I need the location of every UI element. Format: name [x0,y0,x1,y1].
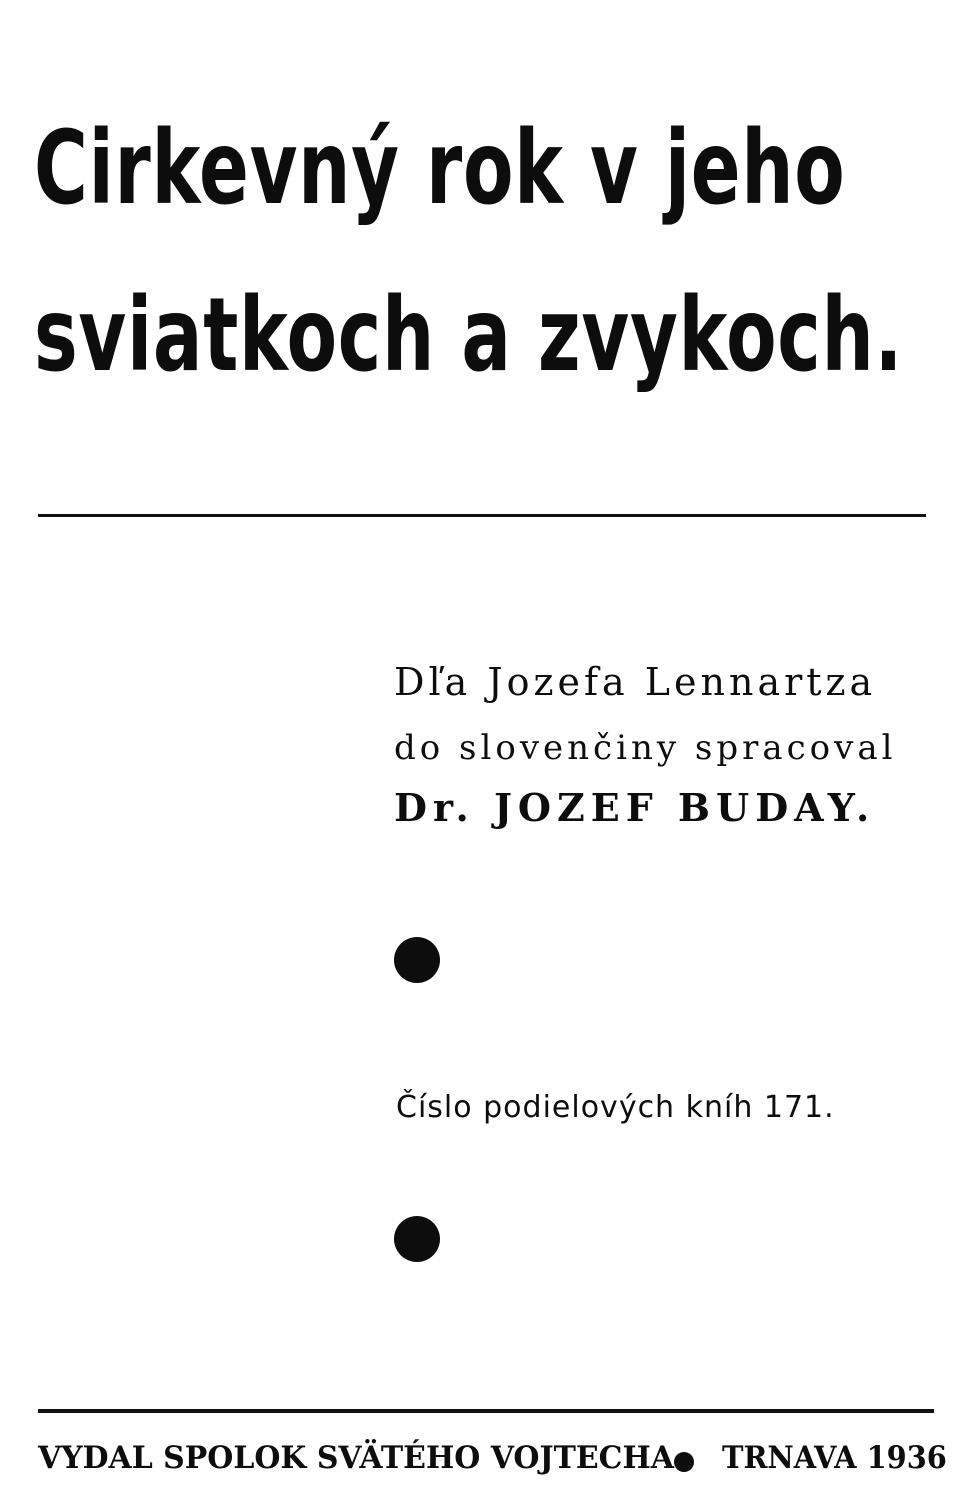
bullet-icon [674,1452,694,1472]
ornament-dot-icon [394,1216,440,1262]
book-title-line-1: Cirkevný rok v jeho [34,109,846,228]
publisher-footer [0,1440,967,1480]
ornament-dot-icon [394,937,440,983]
book-title-line-2: sviatkoch a zvykoch. [34,276,904,395]
top-divider [38,514,926,517]
original-author-line: Dľa Jozefa Lennartza [394,660,877,704]
translator-name: Dr. JOZEF BUDAY. [394,785,876,830]
publisher-name: VYDAL SPOLOK SVÄTÉHO VOJTECHA [38,1440,674,1476]
translation-note-line: do slovenčiny spracoval [394,728,897,768]
bottom-divider [38,1409,934,1413]
series-number: Číslo podielových kníh 171. [396,1090,835,1125]
publication-place-year: TRNAVA 1936 [722,1440,947,1476]
